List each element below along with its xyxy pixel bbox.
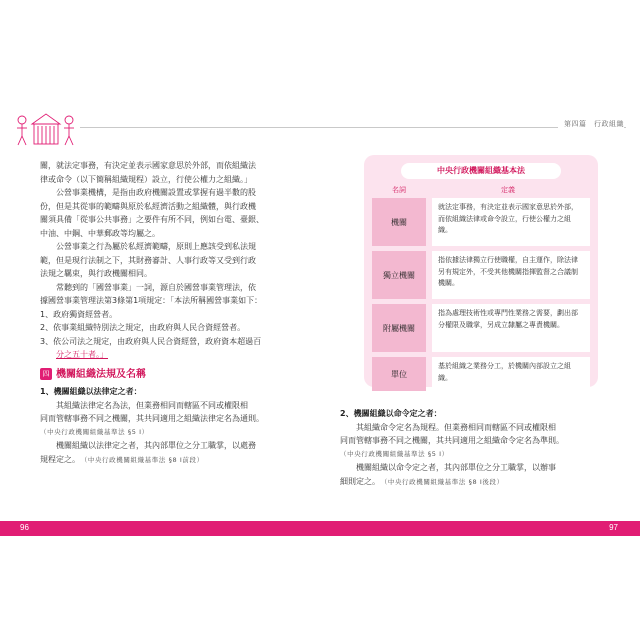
text-line: 機關組織以法律定之者，其內部單位之分工職掌，以處務: [56, 441, 256, 450]
text-line: [340, 475, 602, 490]
text-line: 機關組織以命令定之者，其內部單位之分工職掌，以辦事: [356, 463, 556, 472]
term-cell: 附屬機關: [372, 304, 426, 352]
page-number-right: 97: [609, 523, 618, 532]
section-heading: [40, 368, 298, 382]
text-line: 中油、中鋼、中華郵政等均屬之。: [40, 228, 160, 238]
sub-title: 2、機關組織以命令定之者：: [340, 409, 442, 418]
list-item: 3、依公司法之規定，由政府與人民合資經營，政府資本超過百: [40, 336, 262, 346]
building-people-logo-icon: [14, 108, 78, 148]
text-line: 其組織法律定名為法，但業務相同而轄區不同或權限相: [56, 400, 248, 410]
definition-cell: 就法定事務，有決定並表示國家意思於外部，而依組織法律或命令設立，行使公權力之組織。: [432, 198, 590, 246]
term-cell: 單位: [372, 357, 426, 391]
table-row: [372, 251, 590, 299]
definition-cell: 指依據法律獨立行使職權，自主運作，除法律另有規定外，不受其他機關指揮監督之合議制機關。: [432, 251, 590, 299]
footer-bar: [0, 521, 640, 536]
list-item: 分之五十者。」: [56, 350, 108, 359]
chapter-tag: 第四篇 行政組織: [558, 119, 624, 129]
definition-table: [364, 155, 598, 387]
text-line: 關，就法定事務，有決定並表示國家意思於外部，而依組織法: [40, 161, 256, 170]
text-line: 同而管轄事務不同之機關，其共同適用之組織法律定名為通則。: [40, 414, 264, 423]
list-item: 2、依事業組織特別法之規定，由政府與人民合資經營者。: [40, 323, 246, 332]
text-line: 範，但是現行法制之下，其財務審計、人事行政等又受到行政: [40, 255, 256, 265]
table-row: [372, 304, 590, 352]
right-page-body: [340, 405, 602, 489]
text-line-part: 規程定之。: [40, 454, 76, 464]
text-line: 關須具備「從事公共事務」之要件有所不同，例如台電、臺銀、: [40, 215, 264, 224]
term-cell: 獨立機關: [372, 251, 426, 299]
text-line: 公營事業機構，是指由政府機關設置或掌握有過半數的股: [56, 188, 256, 197]
text-line: 據國營事業管理法第3條第1項規定：「本法所稱國營事業如下：: [40, 296, 263, 305]
header-divider: [80, 127, 626, 128]
list-item: 1、政府獨資經營者。: [40, 309, 118, 319]
text-line: [40, 453, 298, 468]
section-title: 機關組織法規及名稱: [56, 368, 146, 380]
left-page-body: [40, 159, 298, 467]
column-header-definition: 定義: [501, 186, 515, 194]
text-line: 同而管轄事務不同之機關，其共同適用之組織命令定名為準則。: [340, 436, 564, 445]
sub-title: 1、機關組織以法律定之者：: [40, 387, 142, 396]
text-line: 法規之羈束，與行政機關相同。: [40, 269, 152, 278]
statute-reference: （中央行政機關組織基準法 §8 I前段）: [84, 455, 204, 464]
text-line-part: 細則定之。: [340, 476, 376, 486]
table-row: [372, 198, 590, 246]
table-header: [372, 185, 590, 195]
definition-cell: 基於組織之業務分工，於機關內部設立之組織。: [432, 357, 590, 391]
term-cell: 機關: [372, 198, 426, 246]
column-header-name: 名詞: [392, 186, 406, 194]
section-badge: 四: [40, 368, 52, 380]
definition-cell: 指為處理技術性或專門性業務之需要，劃出部分權限及職掌，另成立隸屬之專責機關。: [432, 304, 590, 352]
text-line: 律或命令（以下簡稱組織規程）設立，行使公權力之組織。」: [40, 174, 252, 184]
statute-reference: （中央行政機關組織基準法 §8 I後段）: [384, 477, 504, 486]
statute-reference: （中央行政機關組織基準法 §5 I）: [340, 449, 449, 458]
page-number-left: 96: [20, 523, 29, 532]
statute-reference: （中央行政機關組織基準法 §5 I）: [40, 427, 149, 436]
text-line: 份，但是其從事的範疇與原於私經濟活動之組織體，與行政機: [40, 201, 256, 211]
text-line: 常聽到的「國營事業」一詞，源自於國營事業管理法，依: [56, 282, 256, 292]
table-title: 中央行政機關組織基本法: [401, 163, 561, 179]
text-line: 公營事業之行為屬於私經濟範疇，原則上應該受到私法規: [56, 242, 256, 251]
text-line: 其組織命令定名為規程。但業務相同而轄區不同或權限相: [356, 422, 556, 432]
table-row: [372, 357, 590, 391]
